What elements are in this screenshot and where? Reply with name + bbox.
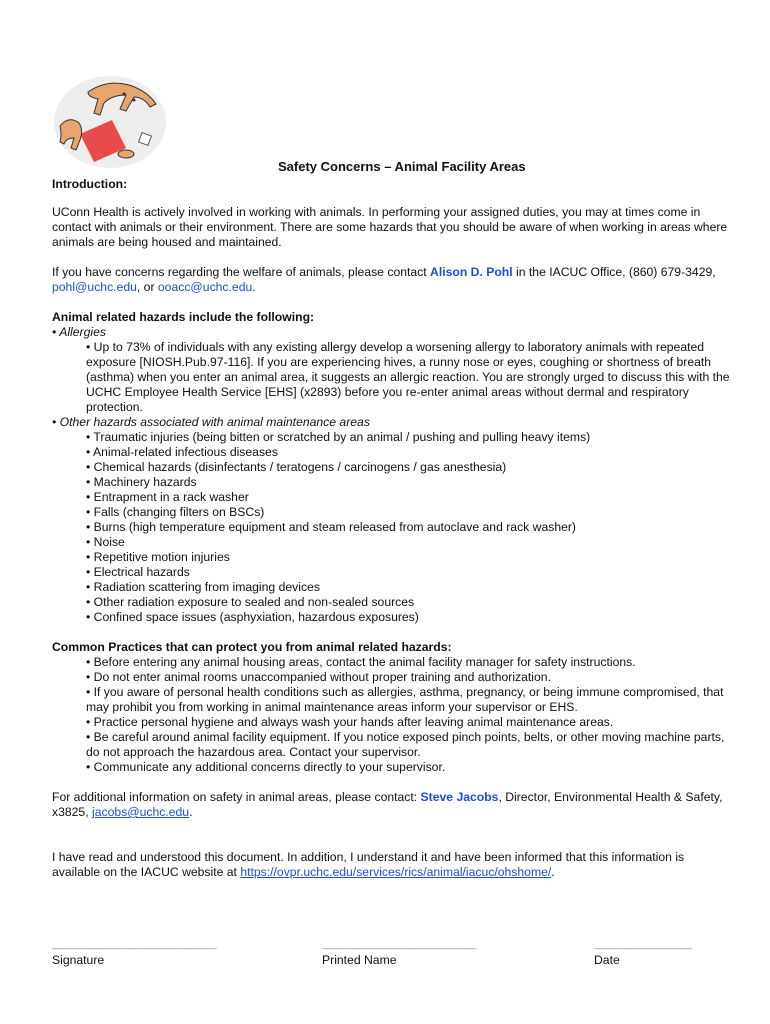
hazard-item: • Electrical hazards xyxy=(86,565,190,579)
hazard-item: • Traumatic injuries (being bitten or scratched by an animal / pushing and pulling heavy items) xyxy=(86,430,591,444)
page-title: Safety Concerns – Animal Facility Areas xyxy=(278,159,526,174)
hazard-item: • Entrapment in a rack washer xyxy=(86,490,249,504)
allergies-text: • Up to 73% of individuals with any existing allergy develop a worsening allergy to laboratory animals with repeated exposure [NIOSH.Pub.97-116]. If you are experiencing hives, a runny nose or eyes, coughing or shortness of breath (asthma) when you enter an animal area, it suggests an allergic reaction. You are strongly urged to discuss this with the UCHC Employee Health Service [EHS] (x2893) before you re-enter animal areas without dermal and respiratory protection. xyxy=(86,340,730,414)
hazard-item: • Chemical hazards (disinfectants / teratogens / carcinogens / gas anesthesia) xyxy=(86,460,507,474)
practice-item: • Do not enter animal rooms unaccompanied without proper training and authorization. xyxy=(86,670,551,684)
safety-contact-paragraph: For additional information on safety in animal areas, please contact: Steve Jacobs, Director, Environmental Health & Safety, x3825, jacobs@uchc.edu. xyxy=(52,790,723,819)
iacuc-website-link[interactable]: https://ovpr.uchc.edu/services/rics/animal/iacuc/ohshome/ xyxy=(240,865,552,879)
contact-name: Alison D. Pohl xyxy=(430,265,513,279)
practice-item: • Practice personal hygiene and always wash your hands after leaving animal maintenance areas. xyxy=(86,715,614,729)
printed-name-label: Printed Name xyxy=(322,953,397,967)
hazards-heading: Animal related hazards include the following: xyxy=(52,310,315,324)
email-link-ooacc[interactable]: ooacc@uchc.edu xyxy=(157,280,253,294)
hazard-item: • Other radiation exposure to sealed and non-sealed sources xyxy=(86,595,415,609)
introduction-heading: Introduction: xyxy=(52,177,128,191)
hazard-item: • Noise xyxy=(86,535,125,549)
printed-name-field[interactable]: ______________________________ Printed Name xyxy=(322,938,476,967)
practice-item: • If you aware of personal health conditions such as allergies, asthma, pregnancy, or being immune compromised, that may prohibit you from working in animal maintenance areas inform your supervisor or EHS. xyxy=(86,685,724,714)
date-field[interactable]: ___________________ Date xyxy=(594,938,692,967)
hazard-item: • Burns (high temperature equipment and steam released from autoclave and rack washer) xyxy=(86,520,576,534)
date-label: Date xyxy=(594,953,620,967)
hazard-item: • Animal-related infectious diseases xyxy=(86,445,278,459)
other-hazards-label: • Other hazards associated with animal maintenance areas xyxy=(52,415,370,429)
practice-item: • Be careful around animal facility equipment. If you notice exposed pinch points, belts, or other moving machine parts, do not approach the hazardous area. Contact your supervisor. xyxy=(86,730,725,759)
hazard-item: • Confined space issues (asphyxiation, hazardous exposures) xyxy=(86,610,419,624)
email-link-jacobs[interactable]: jacobs@uchc.edu xyxy=(91,805,190,819)
intro-paragraph: UConn Health is actively involved in working with animals. In performing your assigned duties, you may at times come in contact with animals or their environment. There are some hazards that you should be aware of when working in areas where animals are being housed and maintained. xyxy=(52,205,728,249)
practice-item: • Before entering any animal housing areas, contact the animal facility manager for safety instructions. xyxy=(86,655,636,669)
safety-contact-name: Steve Jacobs xyxy=(420,790,499,804)
clip-art-animals xyxy=(50,72,170,172)
signature-label: Signature xyxy=(52,953,105,967)
practice-item: • Communicate any additional concerns directly to your supervisor. xyxy=(86,760,446,774)
contact-paragraph: If you have concerns regarding the welfare of animals, please contact Alison D. Pohl in the IACUC Office, (860) 679-3429, pohl@uchc.edu, or ooacc@uchc.edu. xyxy=(52,265,716,294)
hazard-item: • Falls (changing filters on BSCs) xyxy=(86,505,265,519)
mouse-shape xyxy=(118,150,134,158)
practices-heading: Common Practices that can protect you from animal related hazards: xyxy=(52,640,452,654)
hazard-item: • Radiation scattering from imaging devices xyxy=(86,580,320,594)
allergies-label: • Allergies xyxy=(52,325,106,339)
hazard-item: • Machinery hazards xyxy=(86,475,197,489)
email-link-pohl[interactable]: pohl@uchc.edu xyxy=(52,280,137,294)
hazard-item: • Repetitive motion injuries xyxy=(86,550,230,564)
signature-field[interactable]: ________________________________ Signature xyxy=(52,938,216,967)
signature-row xyxy=(52,938,732,978)
acknowledgement-paragraph: I have read and understood this document. In addition, I understand it and have been informed that this information is available on the IACUC website at https://ovpr.uchc.edu/services/rics/animal/iacuc/ohshome/. xyxy=(52,850,685,879)
